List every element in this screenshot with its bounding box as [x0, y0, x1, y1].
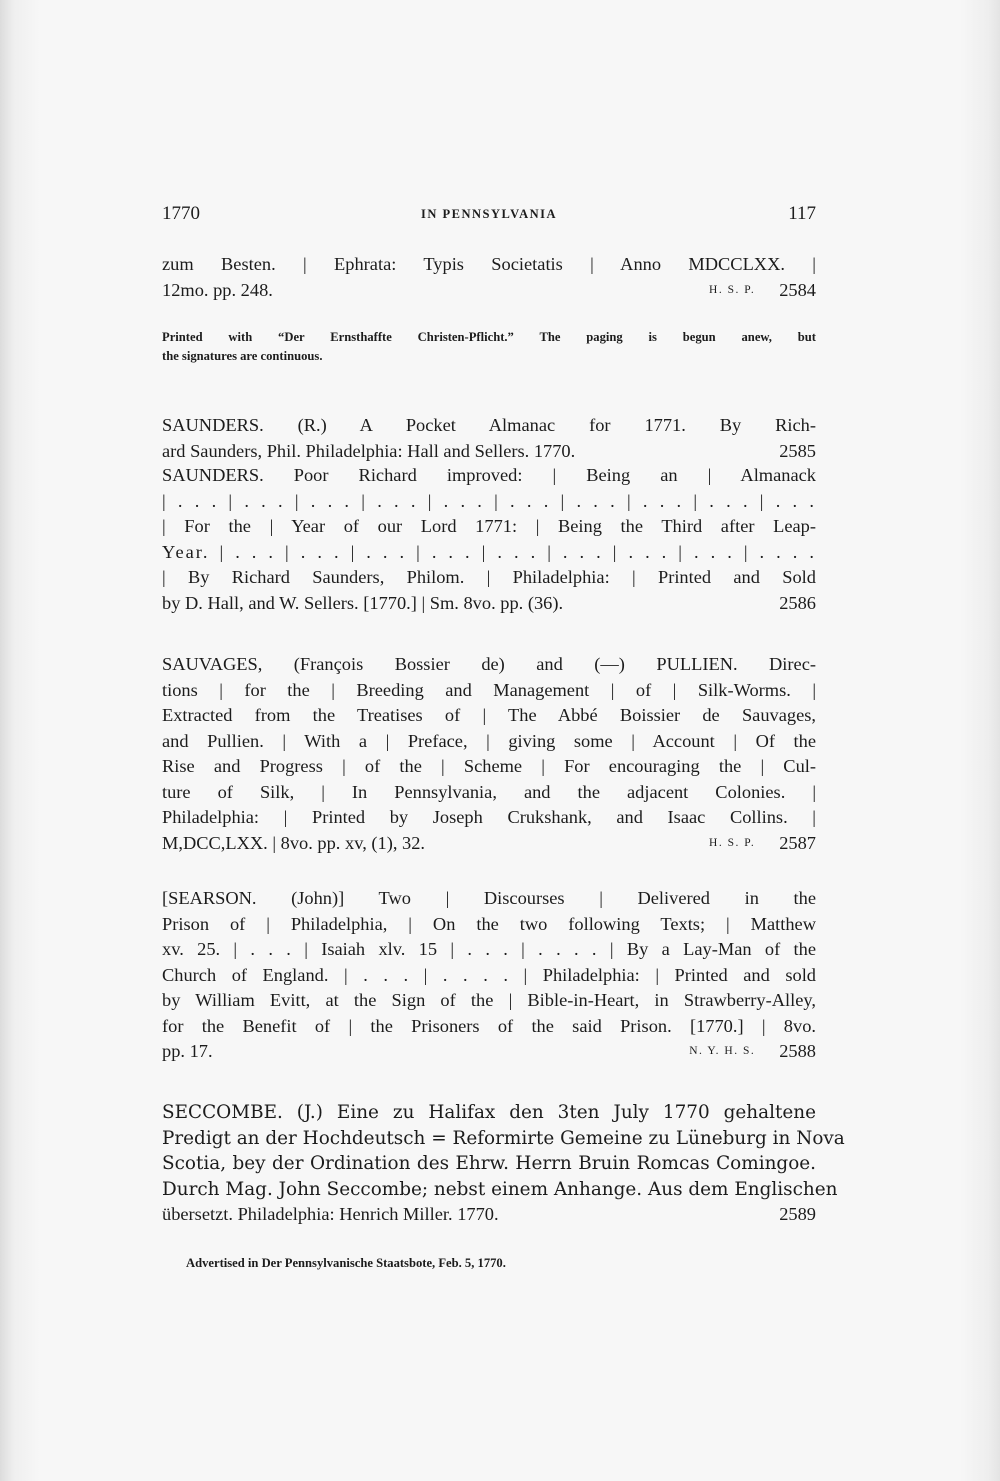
entry-line: SECCOMBE. (J.) Eine zu Halifax den 3ten July 1770 gehaltene [162, 1102, 816, 1123]
entry-line: Year. | . . . | . . . | . . . | . . . | . . . | . . . | . . . | . . . | . . . . [162, 541, 816, 562]
entry-line: for the Benefit of | the Prisoners of the said Prison. [1770.] | 8vo. [162, 1015, 816, 1036]
entry-line: | For the | Year of our Lord 1771: | Being the Third after Leap- [162, 516, 816, 536]
entry-line-text: pp. 17. [162, 1041, 213, 1061]
entry-number: 2585 [779, 440, 816, 461]
entry-line: and Pullien. | With a | Preface, | giving some | Account | Of the [162, 730, 816, 751]
entry-line: [SEARSON. (John)] Two | Discourses | Delivered in the [162, 888, 816, 908]
entry-line: Predigt an der Hochdeutsch = Reformirte Gemeine zu Lüneburg in Nova [162, 1127, 845, 1149]
entry-line: | . . . | . . . | . . . | . . . | . . . | . . . | . . . | . . . | . . . | . . . [162, 490, 816, 511]
page-number: 117 [788, 203, 816, 224]
entry-line: by William Evitt, at the Sign of the | Bible-in-Heart, in Strawberry-Alley, [162, 990, 816, 1010]
entry-line [162, 591, 816, 617]
note-line: Printed with “Der Ernsthaffte Christen-Pflicht.” The paging is begun anew, but [162, 330, 816, 344]
entry-line: Scotia, bey der Ordination des Ehrw. Herrn Bruin Romcas Comingoe. [162, 1153, 816, 1174]
entry-line-text: M,DCC,LXX. | 8vo. pp. xv, (1), 32. [162, 832, 426, 853]
entry-line: Durch Mag. John Seccombe; nebst einem Anhange. Aus dem Englischen [162, 1178, 838, 1200]
entry-number: 2587 [779, 832, 816, 853]
entry-line: ture of Silk, | In Pennsylvania, and the adjacent Colonies. | [162, 781, 816, 802]
entry-2586 [162, 463, 816, 616]
running-head-year: 1770 [162, 203, 200, 224]
running-head-title: IN PENNSYLVANIA [420, 207, 558, 221]
entry-line [162, 278, 816, 304]
note-line: Advertised in Der Pennsylvanische Staatsbote, Feb. 5, 1770. [186, 1256, 506, 1270]
entry-number: 2586 [779, 592, 816, 613]
entry-number: 2589 [779, 1204, 816, 1224]
entry-line: Rise and Progress | of the | Scheme | For encouraging the | Cul- [162, 756, 816, 776]
entry-line: Prison of | Philadelphia, | On the two following Texts; | Matthew [162, 913, 816, 934]
note-line: the signatures are continuous. [162, 349, 323, 363]
running-head [162, 203, 816, 229]
entry-line: zum Besten. | Ephrata: Typis Societatis | Anno MDCCLXX. | [162, 254, 816, 274]
library-location: N. Y. H. S. [689, 1045, 756, 1057]
entry-line: SAUNDERS. (R.) A Pocket Almanac for 1771. By Rich- [162, 415, 816, 435]
library-location: H. S. P. [709, 283, 756, 296]
entry-line-text: 12mo. pp. 248. [162, 279, 273, 300]
library-location: H. S. P. [709, 836, 756, 849]
entry-number: 2588 [779, 1041, 816, 1061]
entry-line: | By Richard Saunders, Philom. | Philadelphia: | Printed and Sold [162, 567, 816, 587]
entry-line [162, 439, 816, 465]
entry-2585 [162, 413, 816, 464]
entry-line [162, 1039, 816, 1065]
entry-2589-note [186, 1254, 816, 1273]
entry-line-text: ard Saunders, Phil. Philadelphia: Hall and Sellers. 1770. [162, 440, 576, 461]
entry-line-text: by D. Hall, and W. Sellers. [1770.] | Sm. 8vo. pp. (36). [162, 592, 564, 613]
entry-line: Philadelphia: | Printed by Joseph Crukshank, and Isaac Collins. | [162, 807, 816, 827]
entry-2584-note [162, 328, 816, 366]
entry-line: tions | for the | Breeding and Management | of | Silk-Worms. | [162, 679, 816, 700]
entry-line: Extracted from the Treatises of | The Abbé Boissier de Sauvages, [162, 705, 816, 725]
entry-number: 2584 [779, 279, 816, 300]
entry-line [162, 1202, 816, 1228]
entry-line: SAUVAGES, (François Bossier de) and (—) PULLIEN. Direc- [162, 654, 816, 674]
entry-2584 [162, 252, 816, 303]
entry-line: SAUNDERS. Poor Richard improved: | Being an | Almanack [162, 465, 816, 485]
entry-line [162, 831, 816, 857]
entry-2587 [162, 652, 816, 856]
entry-2589 [162, 1100, 845, 1228]
entry-line-text: übersetzt. Philadelphia: Henrich Miller. 1770. [162, 1204, 499, 1224]
entry-line: Church of England. | . . . | . . . . | Philadelphia: | Printed and sold [162, 964, 816, 985]
entry-2588 [162, 886, 816, 1065]
entry-line: xv. 25. | . . . | Isaiah xlv. 15 | . . . | . . . . | By a Lay-Man of the [162, 939, 816, 959]
